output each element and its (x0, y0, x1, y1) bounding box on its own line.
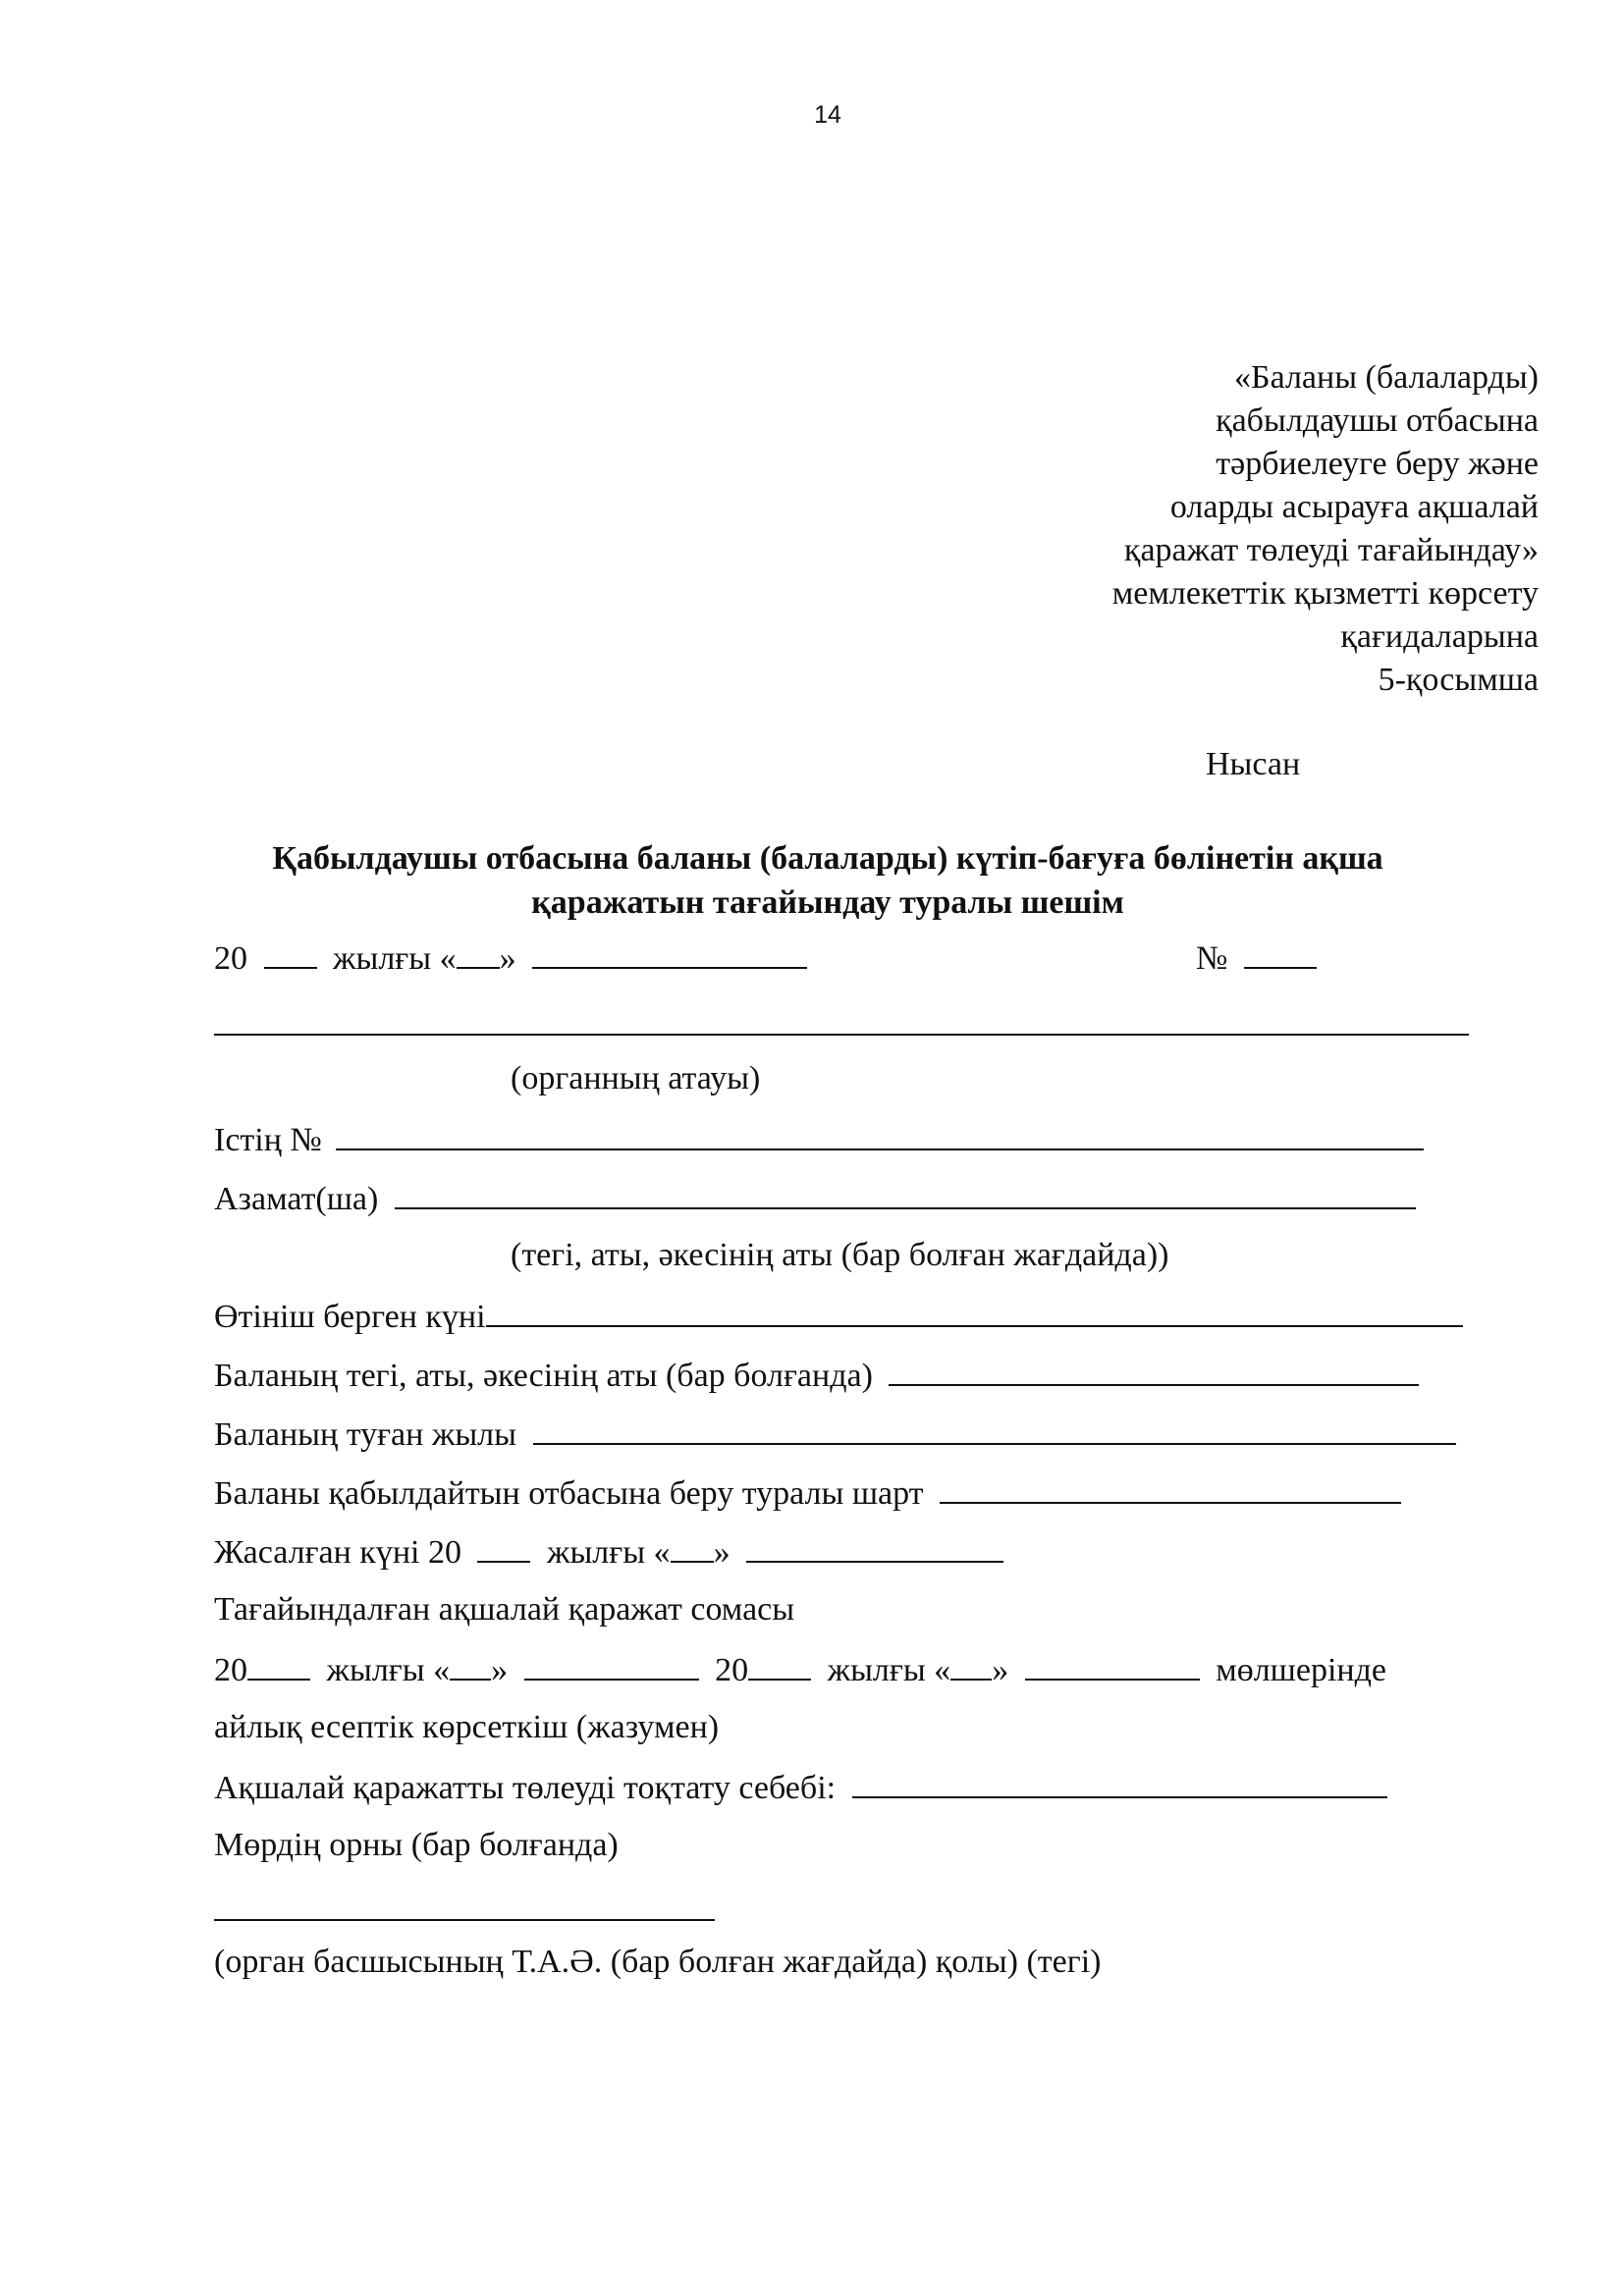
decision-number-blank[interactable] (1244, 937, 1317, 969)
appendix-header (1112, 356, 1539, 702)
period-from-20: 20 (214, 1652, 247, 1688)
decision-number (1196, 937, 1317, 979)
period-to-year-blank[interactable] (748, 1649, 811, 1681)
amount-label: Тағайындалған ақшалай қаражат сомасы (214, 1591, 795, 1628)
period-year-word-1: жылғы « (326, 1652, 451, 1688)
date-row (214, 937, 807, 979)
header-line: қаражат төлеуді тағайындау» (1123, 532, 1539, 568)
header-line: қағидаларына (1340, 618, 1539, 655)
concluded-month-blank[interactable] (746, 1531, 1003, 1563)
concluded-prefix: Жасалған күні 20 (214, 1534, 461, 1571)
concluded-day-blank[interactable] (671, 1531, 714, 1563)
title-line-2: қаражатын тағайындау туралы шешім (531, 884, 1124, 921)
title-line-1: Қабылдаушы отбасына баланы (балаларды) күтіп-бағуға бөлінетін ақша (272, 840, 1383, 877)
month-blank[interactable] (532, 937, 807, 969)
form-label: Нысан (1206, 746, 1301, 782)
period-to-month-blank[interactable] (1025, 1649, 1200, 1681)
period-year-word-2: жылғы « (827, 1652, 951, 1688)
case-number-row (214, 1119, 1424, 1160)
contract-row (214, 1472, 1401, 1514)
close-quote: » (499, 940, 516, 977)
application-date-row (214, 1296, 1463, 1337)
period-from-month-blank[interactable] (524, 1649, 699, 1681)
period-suffix: мөлшерінде (1216, 1652, 1386, 1688)
period-from-day-blank[interactable] (450, 1649, 491, 1681)
header-line: оларды асырауға ақшалай (1169, 489, 1539, 525)
contract-blank[interactable] (940, 1472, 1401, 1504)
year-word: жылғы « (333, 940, 457, 977)
stop-reason-row (214, 1767, 1387, 1808)
stop-reason-label: Ақшалай қаражатты төлеуді тоқтату себебі: (214, 1770, 837, 1806)
stop-reason-blank[interactable] (852, 1767, 1387, 1798)
period-close-2: » (992, 1652, 1009, 1688)
header-line: мемлекеттік қызметті көрсету (1111, 575, 1539, 612)
header-line: тәрбиелеуге беру және (1216, 446, 1539, 482)
citizen-label: Азамат(ша) (214, 1181, 379, 1217)
period-close-1: » (491, 1652, 509, 1688)
citizen-blank[interactable] (395, 1178, 1416, 1209)
child-name-blank[interactable] (889, 1355, 1419, 1386)
seal-place: Мөрдің орны (бар болғанда) (214, 1827, 619, 1863)
period-to-day-blank[interactable] (950, 1649, 992, 1681)
mci-caption: айлық есептік көрсеткіш (жазумен) (214, 1709, 720, 1745)
document-title (157, 836, 1498, 925)
application-date-blank[interactable] (486, 1296, 1463, 1327)
header-line: қабылдаушы отбасына (1216, 402, 1539, 439)
citizen-row (214, 1178, 1416, 1219)
period-to-20: 20 (715, 1652, 749, 1688)
concluded-year-blank[interactable] (477, 1531, 530, 1563)
concluded-date-row (214, 1531, 1003, 1573)
organ-caption: (органның атауы) (511, 1060, 761, 1096)
year-blank[interactable] (264, 937, 317, 969)
header-line: 5-қосымша (1378, 662, 1539, 698)
day-blank[interactable] (457, 937, 500, 969)
year-prefix: 20 (214, 940, 247, 977)
citizen-caption: (тегі, аты, әкесінің аты (бар болған жағдайда)) (511, 1237, 1169, 1273)
child-birth-year-blank[interactable] (533, 1414, 1456, 1445)
signature-line[interactable] (214, 1919, 715, 1921)
concluded-close-quote: » (713, 1534, 731, 1571)
organ-name-line[interactable] (214, 1034, 1469, 1036)
page-number: 14 (814, 101, 841, 129)
case-number-blank[interactable] (336, 1119, 1424, 1150)
period-from-year-blank[interactable] (247, 1649, 310, 1681)
contract-label: Баланы қабылдайтын отбасына беру туралы шарт (214, 1475, 924, 1512)
period-row (214, 1649, 1386, 1690)
case-number-label: Істің № (214, 1122, 322, 1158)
child-birth-year-label: Баланың туған жылы (214, 1416, 516, 1453)
number-sign: № (1196, 940, 1228, 977)
signature-caption: (орган басшысының Т.А.Ә. (бар болған жағдайда) қолы) (тегі) (214, 1944, 1102, 1980)
application-date-label: Өтініш берген күні (214, 1299, 486, 1335)
child-name-row (214, 1355, 1419, 1396)
child-name-label: Баланың тегі, аты, әкесінің аты (бар болғанда) (214, 1358, 873, 1394)
child-birth-year-row (214, 1414, 1456, 1455)
header-line: «Баланы (балаларды) (1234, 359, 1539, 396)
concluded-year-word: жылғы « (546, 1534, 671, 1571)
